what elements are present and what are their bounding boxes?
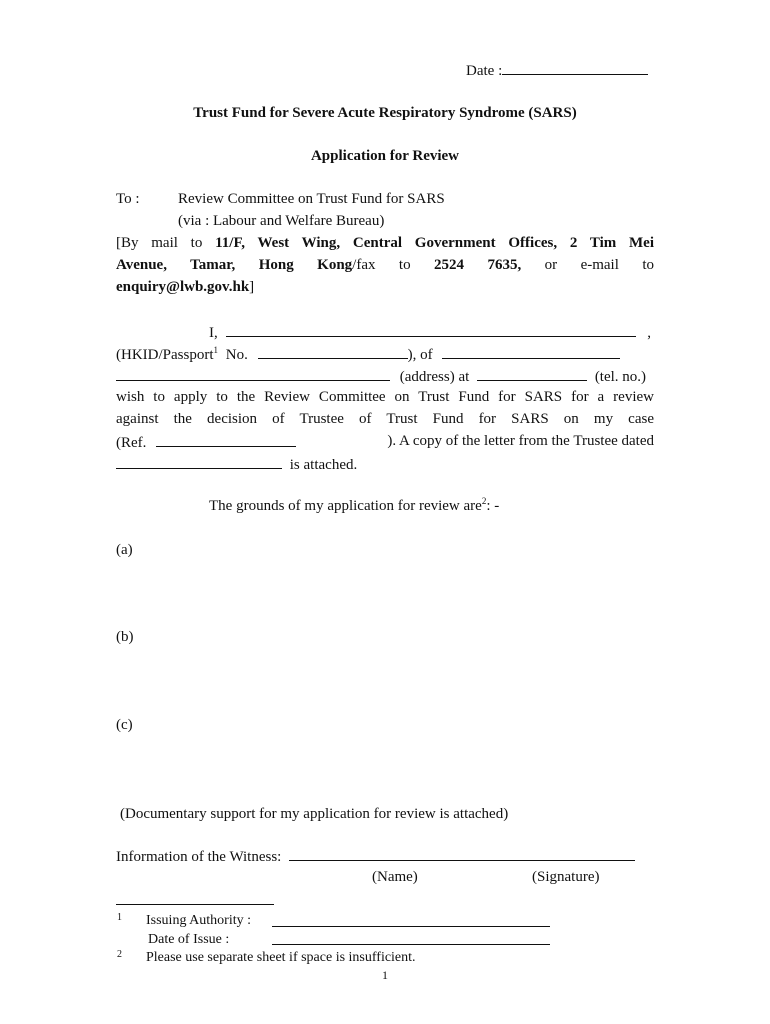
no-label: No. [225,347,248,363]
grounds-text: The grounds of my application for review are [209,498,482,514]
i-label: I, [209,325,218,341]
witness-line [116,846,635,866]
hkid-label: (HKID/Passport [116,347,214,363]
para-line-4: wish to apply to the Review Committee on Trust Fund for SARS for a review [116,389,654,405]
to-label: To : [116,191,140,207]
fax-number: 2524 7635, [434,257,522,273]
of-label: ), of [407,347,433,363]
mail-address-1: 11/F, West Wing, Central Government Offices, 2 Tim Mei [215,235,655,251]
name-label: (Name) [372,869,418,885]
issuing-authority-label: Issuing Authority : [146,913,252,928]
date-line [466,60,648,80]
documentary-support-note: (Documentary support for my application for review is attached) [120,806,509,822]
to-via: (via : Labour and Welfare Bureau) [178,213,385,229]
date-of-issue-field [272,930,550,950]
para-line-5: against the decision of Trustee of Trust Fund for SARS on my case [116,411,654,427]
letter-date-blank[interactable] [116,454,282,469]
fax-label: /fax to [352,257,411,273]
tel-blank[interactable] [477,366,587,381]
ground-item-b[interactable]: (b) [116,629,134,645]
date-blank[interactable] [502,60,648,75]
mail-prefix: [By mail to [116,235,203,251]
ref-tail: ). A copy of the letter from the Trustee dated [387,433,654,449]
witness-blank[interactable] [289,846,635,861]
signature-label: (Signature) [532,869,600,885]
attached-text: is attached. [289,457,358,473]
ref-label: (Ref. [116,435,147,451]
mail-suffix: ] [249,279,255,295]
mail-line-2 [116,256,654,274]
address-line [116,366,646,386]
grounds-heading [209,497,499,515]
ref-line [116,432,654,452]
applicant-name-line [209,322,651,342]
ref-blank[interactable] [156,432,296,447]
hkid-blank[interactable] [258,344,408,359]
footnote-num-1: 1 [117,912,122,923]
footnote-num-2: 2 [117,949,122,960]
of-blank[interactable] [442,344,620,359]
date-of-issue-label: Date of Issue : [148,932,230,947]
form-subtitle: Application for Review [310,148,460,164]
mail-line-3 [116,278,254,296]
ground-item-c[interactable]: (c) [116,717,133,733]
witness-label: Information of the Witness: [116,849,282,865]
to-recipient: Review Committee on Trust Fund for SARS [178,191,445,207]
hkid-line [116,344,620,364]
footnote-mark-2: 2 [481,496,487,506]
footnote-separator [116,904,274,905]
footnote-2-text: Please use separate sheet if space is insufficient. [146,950,416,965]
mail-address-2: Avenue, Tamar, Hong Kong [116,257,353,273]
footnote-mark-1: 1 [213,345,218,355]
form-title: Trust Fund for Severe Acute Respiratory Syndrome (SARS) [193,105,577,121]
ground-item-a[interactable]: (a) [116,542,133,558]
date-label: Date : [466,63,503,79]
email-label: or e-mail to [544,257,654,273]
issuing-authority-blank[interactable] [272,912,550,927]
applicant-name-blank[interactable] [226,322,636,337]
address-label: (address) at [399,369,470,385]
grounds-tail: : - [486,498,500,514]
tel-label: (tel. no.) [594,369,647,385]
date-of-issue-blank[interactable] [272,930,550,945]
attached-line [116,454,357,474]
email-address[interactable]: enquiry@lwb.gov.hk [116,279,250,295]
issuing-authority-field [272,912,550,932]
address-blank[interactable] [116,366,390,381]
comma: , [647,325,651,341]
mail-line-1 [116,234,654,252]
page-number: 1 [382,968,388,982]
